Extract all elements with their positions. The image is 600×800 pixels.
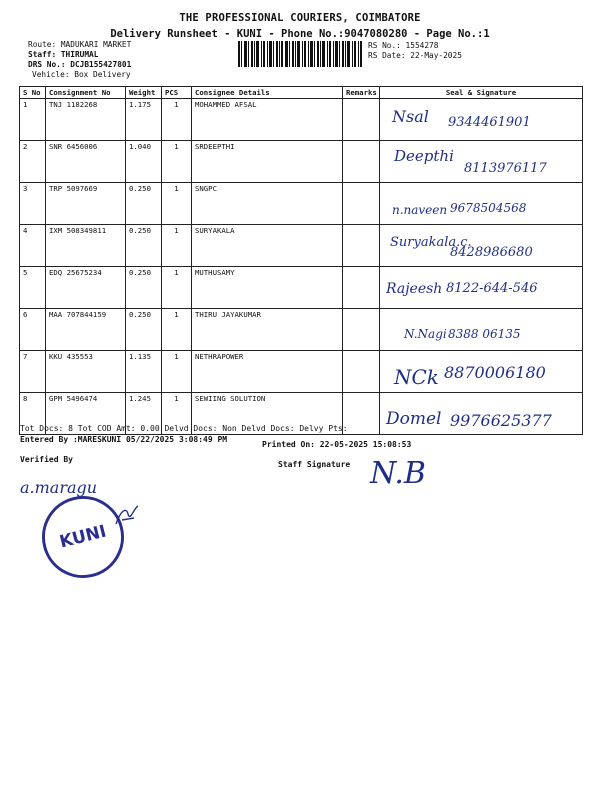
cell-consignee: NETHRAPOWER xyxy=(192,351,343,393)
cell-sno: 5 xyxy=(20,267,46,309)
table-row xyxy=(20,141,583,183)
cell-sno: 2 xyxy=(20,141,46,183)
cell-weight: 0.250 xyxy=(126,267,162,309)
vehicle-text: Vehicle: Box Delivery xyxy=(32,70,131,79)
cell-remarks xyxy=(343,225,380,267)
staff-text: Staff: THIRUMAL xyxy=(28,50,99,59)
printed-on-text: Printed On: 22-05-2025 15:08:53 xyxy=(262,440,412,449)
signature-name: Rajeesh xyxy=(386,281,443,297)
cell-remarks xyxy=(343,99,380,141)
cell-signature xyxy=(380,141,583,183)
signature-phone: 9344461901 xyxy=(448,115,531,130)
cell-remarks xyxy=(343,351,380,393)
table-row xyxy=(20,99,583,141)
cell-weight: 1.135 xyxy=(126,351,162,393)
cell-signature xyxy=(380,393,583,435)
cell-remarks xyxy=(343,183,380,225)
initials-scribble-icon xyxy=(112,502,142,528)
route-text: Route: MADUKARI MARKET xyxy=(28,40,132,49)
staff-signature-label: Staff Signature xyxy=(278,460,351,469)
col-header-sno: S No xyxy=(20,87,46,99)
table-row xyxy=(20,225,583,267)
cell-pcs: 1 xyxy=(162,183,192,225)
col-header-consignee: Consignee Details xyxy=(192,87,343,99)
signature-name: N.Nagi xyxy=(404,327,447,341)
cell-consignee: SURYAKALA xyxy=(192,225,343,267)
verified-signature: a.maragu xyxy=(20,478,98,497)
cell-consignee: SRDEEPTHI xyxy=(192,141,343,183)
cell-consignee: SEWIING SOLUTION xyxy=(192,393,343,435)
cell-sno: 3 xyxy=(20,183,46,225)
staff-signature: N.B xyxy=(370,456,426,491)
stamp-text: KUNI xyxy=(57,521,109,553)
totals-line: Tot Docs: 8 Tot COD Amt: 0.00 Delvd Docs: Non Delvd Docs: Delvy Pts: xyxy=(20,424,348,433)
table-row xyxy=(20,267,583,309)
cell-remarks xyxy=(343,393,380,435)
signature-phone: 8388 06135 xyxy=(448,327,521,341)
cell-weight: 0.250 xyxy=(126,183,162,225)
cell-consignee: SNGPC xyxy=(192,183,343,225)
cell-weight: 1.175 xyxy=(126,99,162,141)
cell-weight: 1.040 xyxy=(126,141,162,183)
runsheet-subtitle: Delivery Runsheet - KUNI - Phone No.:9047080280 - Page No.:1 xyxy=(110,28,490,40)
drs-text: DRS No.: DCJB155427801 xyxy=(28,60,132,69)
signature-name: Suryakala.c. xyxy=(390,235,472,250)
cell-weight: 0.250 xyxy=(126,225,162,267)
signature-name: NCk xyxy=(394,365,439,389)
signature-phone: 9976625377 xyxy=(450,411,552,430)
cell-signature xyxy=(380,225,583,267)
cell-consignee: MUTHUSAMY xyxy=(192,267,343,309)
signature-phone: 8870006180 xyxy=(444,363,546,382)
table-header-row xyxy=(20,87,583,99)
table-row xyxy=(20,351,583,393)
cell-consignment: SNR 6456006 xyxy=(46,141,126,183)
cell-consignment: TRP 5097669 xyxy=(46,183,126,225)
col-header-pcs: PCS xyxy=(162,87,192,99)
cell-remarks xyxy=(343,267,380,309)
table-row xyxy=(20,183,583,225)
rs-date: RS Date: 22-May-2025 xyxy=(368,51,462,60)
col-header-consignment: Consignment No xyxy=(46,87,126,99)
signature-name: Domel xyxy=(386,409,442,429)
cell-consignment: KKU 435553 xyxy=(46,351,126,393)
col-header-weight: Weight xyxy=(126,87,162,99)
cell-pcs: 1 xyxy=(162,99,192,141)
right-meta-block xyxy=(368,41,462,61)
cell-remarks xyxy=(343,141,380,183)
cell-pcs: 1 xyxy=(162,393,192,435)
cell-remarks xyxy=(343,309,380,351)
cell-sno: 4 xyxy=(20,225,46,267)
table-row xyxy=(20,309,583,351)
cell-sno: 7 xyxy=(20,351,46,393)
signature-phone: 9678504568 xyxy=(450,201,527,215)
cell-sno: 6 xyxy=(20,309,46,351)
signature-name: n.naveen xyxy=(392,203,448,217)
entered-by-text: Entered By :MARESKUNI 05/22/2025 3:08:49 PM xyxy=(20,435,228,444)
signature-phone: 8428986680 xyxy=(450,245,533,260)
cell-pcs: 1 xyxy=(162,351,192,393)
cell-pcs: 1 xyxy=(162,309,192,351)
runsheet-table xyxy=(19,86,583,435)
cell-sno: 1 xyxy=(20,99,46,141)
cell-signature xyxy=(380,99,583,141)
signature-name: Nsal xyxy=(392,107,429,126)
col-header-remarks: Remarks xyxy=(343,87,380,99)
cell-sno: 8 xyxy=(20,393,46,435)
signature-phone: 8113976117 xyxy=(464,161,547,176)
barcode xyxy=(238,41,362,67)
cell-consignee: THIRU JAYAKUMAR xyxy=(192,309,343,351)
cell-pcs: 1 xyxy=(162,267,192,309)
signature-phone: 8122-644-546 xyxy=(446,281,538,296)
cell-consignment: TNJ 1182268 xyxy=(46,99,126,141)
cell-signature xyxy=(380,267,583,309)
verified-by-label: Verified By xyxy=(20,455,73,464)
cell-signature xyxy=(380,183,583,225)
cell-signature xyxy=(380,351,583,393)
cell-consignment: GPM 5496474 xyxy=(46,393,126,435)
signature-name: Deepthi xyxy=(394,147,454,165)
cell-weight: 0.250 xyxy=(126,309,162,351)
cell-consignee: MOHAMMED AFSAL xyxy=(192,99,343,141)
cell-consignment: IXM 508349811 xyxy=(46,225,126,267)
col-header-signature: Seal & Signature xyxy=(380,87,583,99)
company-title: THE PROFESSIONAL COURIERS, COIMBATORE xyxy=(179,12,421,24)
cell-signature xyxy=(380,309,583,351)
cell-consignment: MAA 707844159 xyxy=(46,309,126,351)
rs-number: RS No.: 1554278 xyxy=(368,41,439,50)
cell-weight: 1.245 xyxy=(126,393,162,435)
cell-pcs: 1 xyxy=(162,225,192,267)
cell-consignment: EDQ 25675234 xyxy=(46,267,126,309)
left-meta-block xyxy=(28,40,131,80)
cell-pcs: 1 xyxy=(162,141,192,183)
